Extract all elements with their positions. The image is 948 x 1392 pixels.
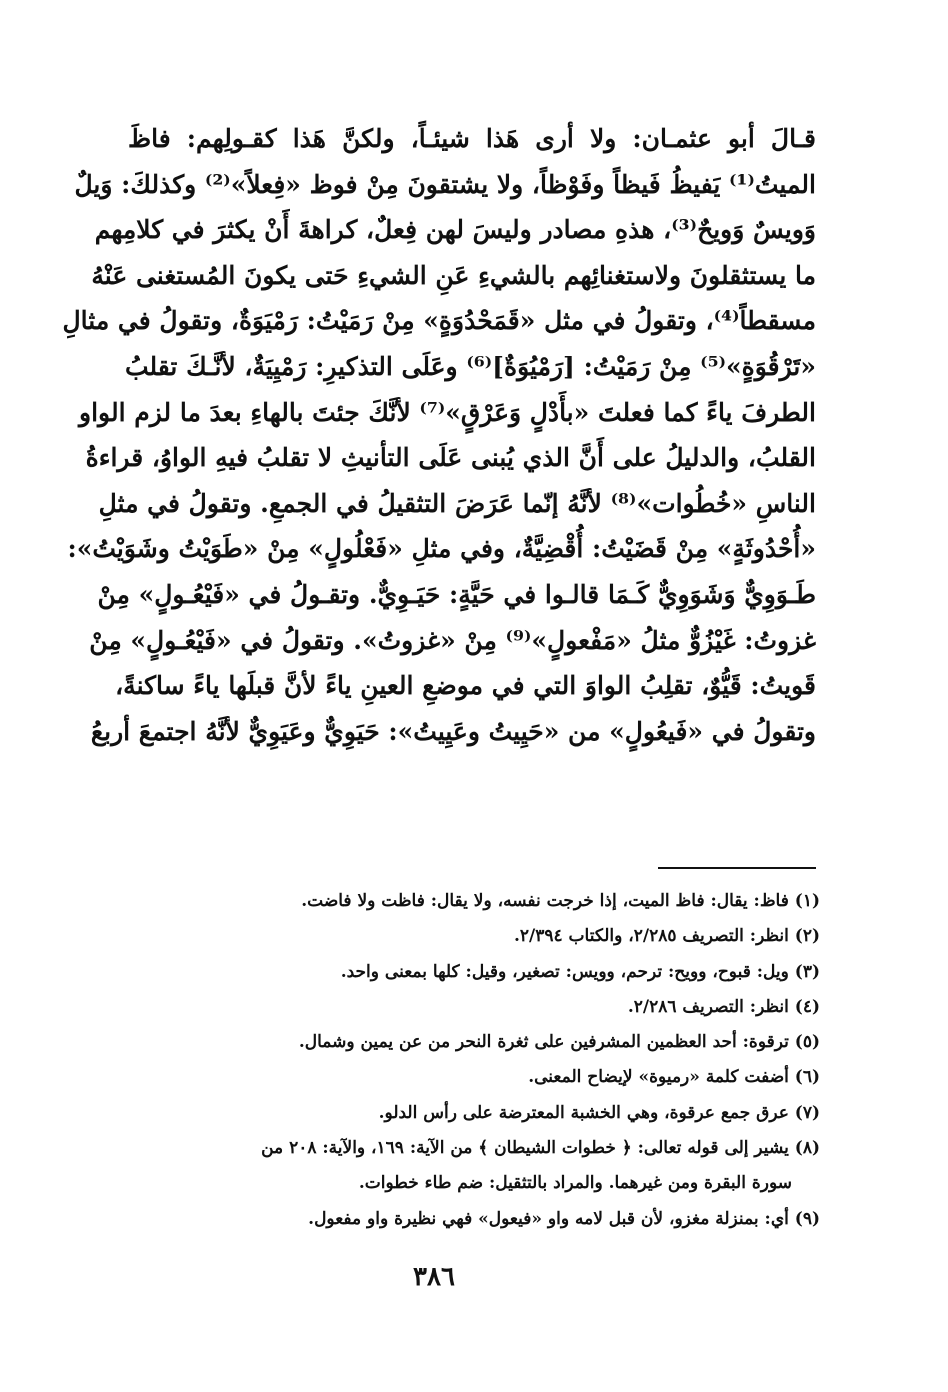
footnote-6: (٦) أضفت كلمة «رميوة» لإيضاح المعنى. xyxy=(528,1067,820,1088)
main-text-line: قـالَ أبو عثمـان: ولا أرى هَذا شيئـاً، ولكنَّ هَذا كقـولِهم: فاظَ xyxy=(128,124,816,153)
main-text-body xyxy=(62,116,816,754)
main-text-line: طَـوَوِيٌّ وَشَوَوِيٌّ كَـمَا قالـوا في حَيَّةٍ: حَيَـوِيٌّ. وتقـولُ في «فَيْعُـولٍ» مِنْ xyxy=(97,579,816,609)
footnote-8-continuation: سورة البقرة ومن غيرهما. والمراد بالتثقيل: ضم طاء خطوات. xyxy=(358,1173,792,1194)
main-text-line: غزوتُ: غَيْزُوٌّ مثلُ «مَفْعولٍ»⁽⁹⁾ مِنْ «غزوتُ». وتقولُ في «فَيْعُـولٍ» مِنْ xyxy=(89,625,816,655)
footnote-1: (١) فاظ: يقال: فاظ الميت، إذا خرجت نفسه، ولا يقال: فاظت ولا فاضت. xyxy=(301,891,820,911)
main-text-line: الطرفَ ياءً كما فعلتَ «بأَدْلٍ وَعَرْقٍ»⁽⁷⁾ لأنَّكَ جئتَ بالهاءِ بعدَ ما لزم الواو xyxy=(79,397,816,427)
footnote-9: (٩) أي: بمنزلة مغزو، لأن قبل لامه واو «فيعول» فهي نظيرة واو مفعول. xyxy=(308,1208,820,1229)
main-text-line: ما يستثقلونَ ولاستغنائِهم بالشيءِ عَنِ الشيءِ حَتى يكونَ المُستغنى عَنْهُ xyxy=(91,260,816,290)
footnotes xyxy=(128,884,820,1237)
main-text-line: الناسِ «خُطُوات»⁽⁸⁾ لأنَّهُ إنّما عَرَضَ التثقيلُ في الجمعِ. وتقولُ في مثلِ xyxy=(98,488,816,518)
main-text-line: القلبُ، والدليلُ على أَنَّ الذي يُبنى عَلَى التأنيثِ لا تقلبُ فيهِ الواوُ، قراءةُ xyxy=(85,443,816,473)
main-text-line: «تَرْقُوَةٍ»⁽⁵⁾ مِنْ رَمَيْتُ: [رَمْيُوَةٌ]⁽⁶⁾ وعَلَى التذكيرِ: رَمْيِيَةٌ، لأنَّـكَ تقلبُ xyxy=(124,351,816,381)
footnote-separator xyxy=(658,867,816,869)
footnote-5: (٥) ترقوة: أحد العظمين المشرفين على ثغرة النحر من عن يمين وشمال. xyxy=(298,1032,820,1053)
main-text-line: الميتُ⁽¹⁾ يَفيظُ فَيظاً وفَوْظاً، ولا يشتقونَ مِنْ فوظ «فِعلاً»⁽²⁾ وكذلكَ: وَيلٌ xyxy=(74,169,816,199)
main-text-line: وتقولُ في «فَيعُولٍ» من «حَيِيتُ وعَيِيتُ»: حَيَوِيٌّ وعَيَوِيٌّ لأنَّهُ اجتمعَ أربعُ xyxy=(90,716,816,746)
main-text-line: قَويتُ: قَيُّوٌ، تقلِبُ الواوَ التي في موضعِ العينِ ياءً لأنَّ قبلَها ياءً ساكنةً، xyxy=(115,671,816,701)
footnote-8: (٨) يشير إلى قوله تعالى: ﴿ خطوات الشيطان ﴾ من الآية: ١٦٩، والآية: ٢٠٨ من xyxy=(261,1138,820,1159)
main-text-line: مسقطاً⁽⁴⁾، وتقولُ في مثل «قَمَحْدُوَةٍ» مِنْ رَمَيْتُ: رَمْيَوَةٌ، وتقولُ في مثالِ xyxy=(62,306,816,336)
footnote-2: (٢) انظر: التصريف ٢/٢٨٥، والكتاب ٢/٣٩٤. xyxy=(513,926,820,947)
main-text-line: وَويسٌ وَويحٌ⁽³⁾، هذهِ مصادر وليسَ لهن فِعلٌ، كراهةَ أَنْ يكثرَ في كلامِهم xyxy=(94,215,816,245)
footnote-4: (٤) انظر: التصريف ٢/٢٨٦. xyxy=(627,996,820,1017)
page-number: ٣٨٦ xyxy=(413,1262,455,1292)
footnote-7: (٧) عرق جمع عرقوة، وهي الخشبة المعترضة على رأس الدلو. xyxy=(378,1102,820,1123)
footnote-3: (٣) ويل: قبوح، وويح: ترحم، وويس: تصغير، وقيل: كلها بمعنى واحد. xyxy=(340,961,820,982)
main-text-line: «أُحْدُوثَةٍ» مِنْ قَضَيْتُ: أُقْضِيَّةٌ، وفي مثلِ «فَعْلُولٍ» مِنْ «طَوَيْتُ وشَوَيْتُ»: xyxy=(67,534,816,564)
